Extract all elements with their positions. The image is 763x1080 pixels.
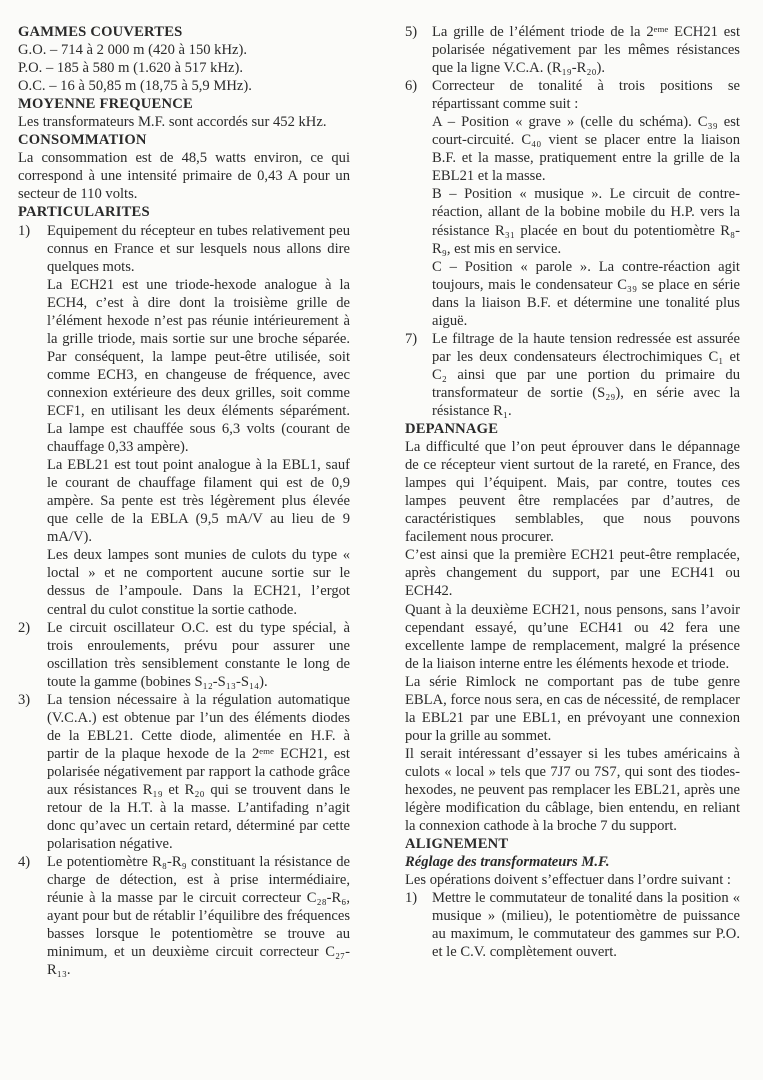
- section-heading-moyenne-frequence: MOYENNE FREQUENCE: [18, 96, 193, 113]
- list-item-number: 7): [405, 330, 418, 347]
- list-item-number: 6): [405, 78, 418, 95]
- list-item-paragraph: Equipement du récepteur en tubes relativement peu connus en France et sur lesquels nous allons dire quelques mots.: [47, 222, 350, 275]
- list-item-paragraph: La tension nécessaire à la régulation automatique (V.C.A.) est obtenue par l’un des éléments diodes de la EBL21. Cette diode, alimentée en H.F. à partir de la plaque hexode de la 2ᵉᵐᵉ ECH21, est polarisée négativement par rapport la cathode grâce aux résistances R₁₉ et R₂₀ qui se trouvent dans le retour de la H.T. à la masse. L’antifading n’agit donc qu’avec un certain retard, déterminé par cette polarisation négative.: [47, 691, 350, 853]
- list-item: [18, 222, 350, 619]
- list-item-paragraph: Le filtrage de la haute tension redressée est assurée par les deux condensateurs électrochimiques C₁ et C₂ ainsi que par une portion du primaire du transformateur de sortie (S₂₉), en série avec la résistance R₁.: [432, 330, 740, 419]
- list-item-paragraph: Correcteur de tonalité à trois positions se répartissant comme suit :: [432, 78, 740, 113]
- list-item: [18, 691, 350, 853]
- list-item-body: [432, 77, 740, 330]
- list-item-paragraph: Le potentiomètre R₈-R₉ constituant la résistance de charge de détection, est à prise intermédiaire, réunie à la masse par le circuit correcteur C₂₈-R₆, ayant pour but de rétablir l’équilibre des fréquences basses lorsque le potentiomètre se trouve au minimum, et un deuxième circuit correcteur C₂₇-R₁₃.: [47, 854, 350, 979]
- paragraph: Les opérations doivent s’effectuer dans l’ordre suivant :: [405, 872, 731, 889]
- list-item-body: [47, 222, 350, 619]
- section-heading-gammes-couvertes: GAMMES COUVERTES: [18, 24, 183, 40]
- section-heading-consommation: CONSOMMATION: [18, 132, 147, 149]
- list-item-paragraph: La grille de l’élément triode de la 2ᵉᵐᵉ ECH21 est polarisée négativement par les mêmes résistances que la ligne V.C.A. (R₁₉-R₂₀).: [432, 24, 740, 77]
- list-item-number: 1): [18, 222, 31, 239]
- list-item-body: [432, 330, 740, 420]
- paragraph: La série Rimlock ne comportant pas de tube genre EBLA, force nous sera, en cas de nécessité, de remplacer la EBL21 par une EBL1, en prévoyant une connexion pour la grille au sommet.: [405, 673, 740, 744]
- list-item-number: 3): [18, 691, 31, 708]
- paragraph: La consommation est de 48,5 watts environ, ce qui correspond à une intensité primaire de 0,43 A pour un secteur de 110 volts.: [18, 150, 350, 203]
- list-item-paragraph: La EBL21 est tout point analogue à la EBL1, sauf le courant de chauffage filament qui est de 0,9 ampère. Sa pente est très légèrement plus élevée que celle de la EBLA (9,5 mA/V au lieu de 9 mA/V).: [47, 457, 350, 546]
- paragraph: C’est ainsi que la première ECH21 peut-être remplacée, après changement du support, par une ECH41 ou ECH42.: [405, 547, 740, 600]
- paragraph: P.O. – 185 à 580 m (1.620 à 517 kHz).: [18, 60, 243, 77]
- paragraph: Les transformateurs M.F. sont accordés sur 452 kHz.: [18, 114, 327, 131]
- list-item-number: 2): [18, 619, 31, 636]
- paragraph: Quant à la deuxième ECH21, nous pensons, sans l’avoir cependant essayé, qu’une ECH41 ou 42 fera une excellente lampe de remplacement, malgré la présence de la liaison interne entre les éléments hexode et triode.: [405, 601, 740, 672]
- paragraph: La difficulté que l’on peut éprouver dans le dépannage de ce récepteur vient surtout de la rareté, en France, des lampes qui l’équipent. Mais, par contre, toutes ces lampes peuvent être remplacées par d’autres, de caractéristiques semblables, que nous pouvons facilement nous procurer.: [405, 439, 740, 546]
- list-item-paragraph: A – Position « grave » (celle du schéma). C₃₉ est court-circuité. C₄₀ vient se placer entre la liaison B.F. et la masse, pratiquement entre la grille de la EBL21 et la masse.: [432, 114, 740, 185]
- list-item: [405, 330, 740, 420]
- list-item-body: [432, 889, 740, 961]
- list-item-body: [432, 23, 740, 77]
- list-item-paragraph: Mettre le commutateur de tonalité dans la position « musique » (milieu), le potentiomètre de puissance au maximum, le commutateur des gammes sur P.O. et le C.V. complètement ouvert.: [432, 890, 740, 961]
- list-item-number: 1): [405, 890, 418, 907]
- subsection-heading: Réglage des transformateurs M.F.: [405, 854, 610, 871]
- paragraph: Il serait intéressant d’essayer si les tubes américains à culots « local » tels que 7J7 ou 7S7, qui sont des tiodes-hexodes, ne peuvent pas remplacer les EBL21, après une légère modification du câblage, bien entendu, en reliant la connexion cathode à la broche 7 du support.: [405, 745, 740, 835]
- list-item-paragraph: Le circuit oscillateur O.C. est du type spécial, à trois enroulements, prévu pour assurer une oscillation très sensiblement constante le long de toute la gamme (bobines S₁₂-S₁₃-S₁₄).: [47, 619, 350, 690]
- list-item-body: [47, 619, 350, 691]
- list-item-body: [47, 853, 350, 979]
- paragraph: G.O. – 714 à 2 000 m (420 à 150 kHz).: [18, 42, 248, 59]
- list-item-number: 4): [18, 854, 31, 871]
- list-item: [405, 23, 740, 77]
- list-item-number: 5): [405, 24, 418, 40]
- list-item-paragraph: C – Position « parole ». La contre-réaction agit toujours, mais le condensateur C₃₉ se place en série dans la liaison B.F. et détermine une tonalité plus aiguë.: [432, 258, 740, 329]
- list-item-paragraph: Les deux lampes sont munies de culots du type « loctal » et ne comportent aucune sortie sur le dessus de l’ampoule. Dans la ECH21, l’ergot central du culot constitue la sortie cathode.: [47, 547, 350, 618]
- list-item: [18, 853, 350, 979]
- paragraph: O.C. – 16 à 50,85 m (18,75 à 5,9 MHz).: [18, 78, 252, 95]
- section-heading-particularites: PARTICULARITES: [18, 204, 150, 221]
- section-heading-depannage: DEPANNAGE: [405, 421, 499, 438]
- list-item-body: [47, 691, 350, 853]
- list-item: [405, 889, 740, 961]
- right-column: [405, 23, 740, 961]
- list-item-paragraph: B – Position « musique ». Le circuit de contre-réaction, allant de la bobine mobile du H.P. vers la résistance R₃₁ placée en bout du potentiomètre R₈-R₉, est mis en service.: [432, 186, 740, 257]
- list-item: [18, 619, 350, 691]
- list-item-paragraph: La ECH21 est une triode-hexode analogue à la ECH4, c’est à dire dont la troisième grille de l’élément hexode n’est pas réunie intérieurement à la grille triode, mais sortie sur une broche séparée. Par conséquent, la lampe peut-être utilisée, soit comme ECH3, en changeuse de fréquence, avec connexion extérieure des deux grilles, soit comme ECF1, en utilisant les deux éléments séparément. La lampe est chauffée sous 6,3 volts (courant de chauffage 0,33 ampère).: [47, 276, 350, 456]
- section-heading-alignement: ALIGNEMENT: [405, 836, 509, 853]
- list-item: [405, 77, 740, 330]
- left-column: [18, 23, 350, 979]
